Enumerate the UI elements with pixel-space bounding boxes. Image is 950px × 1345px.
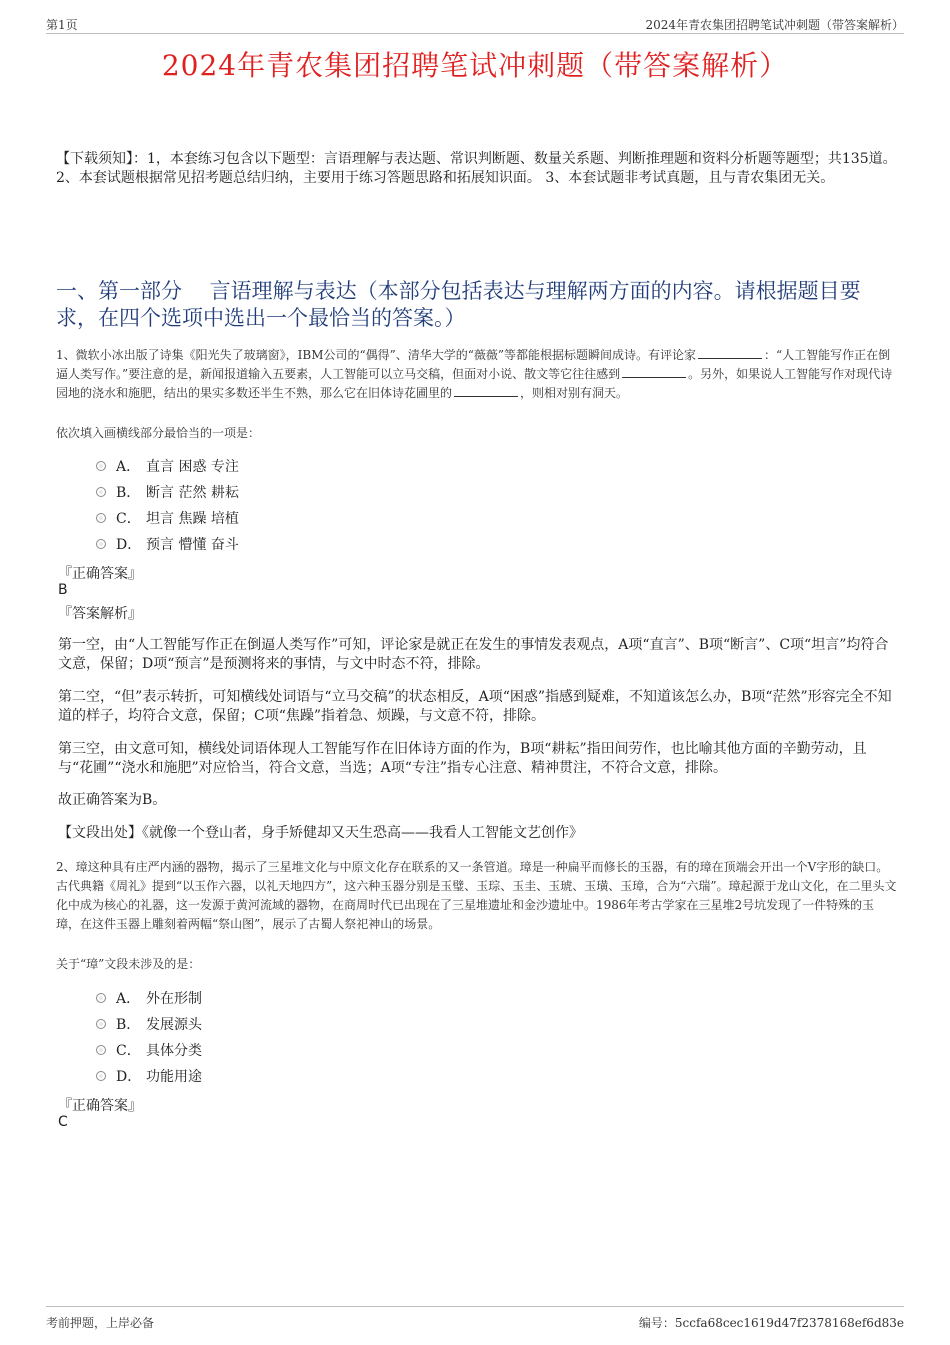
answer-label: 『正确答案』: [58, 1098, 142, 1114]
radio-icon[interactable]: [96, 1071, 106, 1081]
radio-icon[interactable]: [96, 993, 106, 1003]
fill-blank: [454, 385, 518, 397]
option-b[interactable]: B． 断言 茫然 耕耘: [96, 479, 239, 505]
option-d[interactable]: D． 预言 懵懂 奋斗: [96, 531, 239, 557]
option-d[interactable]: D． 功能用途: [96, 1063, 202, 1089]
document-title: 2024年青农集团招聘笔试冲刺题（带答案解析）: [161, 49, 789, 82]
analysis-paragraph: 第三空，由文意可知，横线处词语体现人工智能写作在旧体诗方面的作为，B项“耕耘”指田间劳作，也比喻其他方面的辛勤劳动，且与“花圃”“浇水和施肥”对应恰当，符合文意，当选；A项“专注”指专心注意、精神贯注，不符合文意，排除。: [58, 741, 867, 776]
page-footer: [46, 1306, 904, 1330]
q1-text-part: ，则相对别有洞天。: [520, 386, 629, 400]
correct-answer: C: [58, 1114, 68, 1130]
option-b[interactable]: B． 发展源头: [96, 1011, 202, 1037]
correct-answer: B: [58, 582, 68, 598]
page-number: 第1页: [46, 18, 78, 32]
document-id: 编号：5ccfa68cec1619d47f2378168ef6d83e: [638, 1316, 904, 1330]
question-1-text: [56, 346, 898, 403]
option-c[interactable]: C． 具体分类: [96, 1037, 202, 1063]
question-2-prompt: 关于“璋”文段未涉及的是：: [56, 957, 201, 971]
question-1-options: [96, 453, 239, 557]
radio-icon[interactable]: [96, 1045, 106, 1055]
analysis-conclusion: 故正确答案为B。: [58, 792, 167, 808]
q1-text-part: ：“人工智能写作正在倒逼人类写作。”要注意的是，新闻报道输入五要素，人工智能可以立马交稿，但面对小说、散文等它往往感到: [56, 348, 891, 381]
download-notice: 【下载须知】：1，本套练习包含以下题型：言语理解与表达题、常识判断题、数量关系题、判断推理题和资料分析题等题型；共135道。 2、本套试题根据常见招考题总结归纳，主要用于练习答题思路和拓展知识面。 3、本套试题非考试真题，且与青农集团无关。: [56, 151, 897, 186]
radio-icon[interactable]: [96, 487, 106, 497]
page-header: [46, 12, 904, 34]
option-a[interactable]: A． 外在形制: [96, 985, 202, 1011]
question-2-text: 2、璋这种具有庄严内涵的器物，揭示了三星堆文化与中原文化存在联系的又一条管道。璋是一种扁平而修长的玉器，有的璋在顶端会开出一个V字形的缺口。古代典籍《周礼》提到“以玉作六器，以礼天地四方”，这六种玉器分别是玉璧、玉琮、玉圭、玉琥、玉璜、玉璋，合为“六瑞”。璋起源于龙山文化，在二里头文化中成为核心的礼器，这一发源于黄河流域的器物，在商周时代已出现在了三星堆遗址和金沙遗址中。1986年考古学家在三星堆2号坑发现了一件特殊的玉璋，在这件玉器上雕刻着两幅“祭山图”，展示了古蜀人祭祀神山的场景。: [56, 860, 897, 931]
question-1-prompt: 依次填入画横线部分最恰当的一项是：: [56, 426, 261, 440]
analysis-label: 『答案解析』: [58, 606, 142, 622]
radio-icon[interactable]: [96, 1019, 106, 1029]
source-citation: 【文段出处】《就像一个登山者，身手矫健却又天生恐高——我看人工智能文艺创作》: [58, 825, 583, 841]
option-c[interactable]: C． 坦言 焦躁 培植: [96, 505, 239, 531]
q1-text-part: 1、微软小冰出版了诗集《阳光失了玻璃窗》，IBM公司的“偶得”、清华大学的“薇薇”等都能根据标题瞬间成诗。有评论家: [56, 348, 697, 362]
header-doc-title: 2024年青农集团招聘笔试冲刺题（带答案解析）: [645, 18, 904, 32]
question-2-options: [96, 985, 202, 1089]
fill-blank: [698, 347, 762, 359]
analysis-paragraph: 第一空，由“人工智能写作正在倒逼人类写作”可知，评论家是就正在发生的事情发表观点，A项“直言”、B项“断言”、C项“坦言”均符合文意，保留；D项“预言”是预测将来的事情，与文中时态不符，排除。: [58, 637, 889, 672]
footer-slogan: 考前押题，上岸必备: [46, 1316, 155, 1330]
option-a[interactable]: A． 直言 困惑 专注: [96, 453, 239, 479]
radio-icon[interactable]: [96, 461, 106, 471]
radio-icon[interactable]: [96, 539, 106, 549]
radio-icon[interactable]: [96, 513, 106, 523]
answer-label: 『正确答案』: [58, 566, 142, 582]
fill-blank: [622, 366, 686, 378]
q1-text-part: 。另外，如果说人工智能写作对现代诗园地的浇水和施肥，结出的果实多数还半生不熟，那么它在旧体诗花圃里的: [56, 367, 893, 400]
section-heading: 一、第一部分 言语理解与表达（本部分包括表达与理解两方面的内容。请根据题目要求，在四个选项中选出一个最恰当的答案。）: [56, 279, 861, 330]
analysis-paragraph: 第二空，“但”表示转折，可知横线处词语与“立马交稿”的状态相反，A项“困惑”指感到疑难，不知道该怎么办，B项“茫然”形容完全不知道的样子，均符合文意，保留；C项“焦躁”指着急、烦躁，与文意不符，排除。: [58, 689, 892, 724]
